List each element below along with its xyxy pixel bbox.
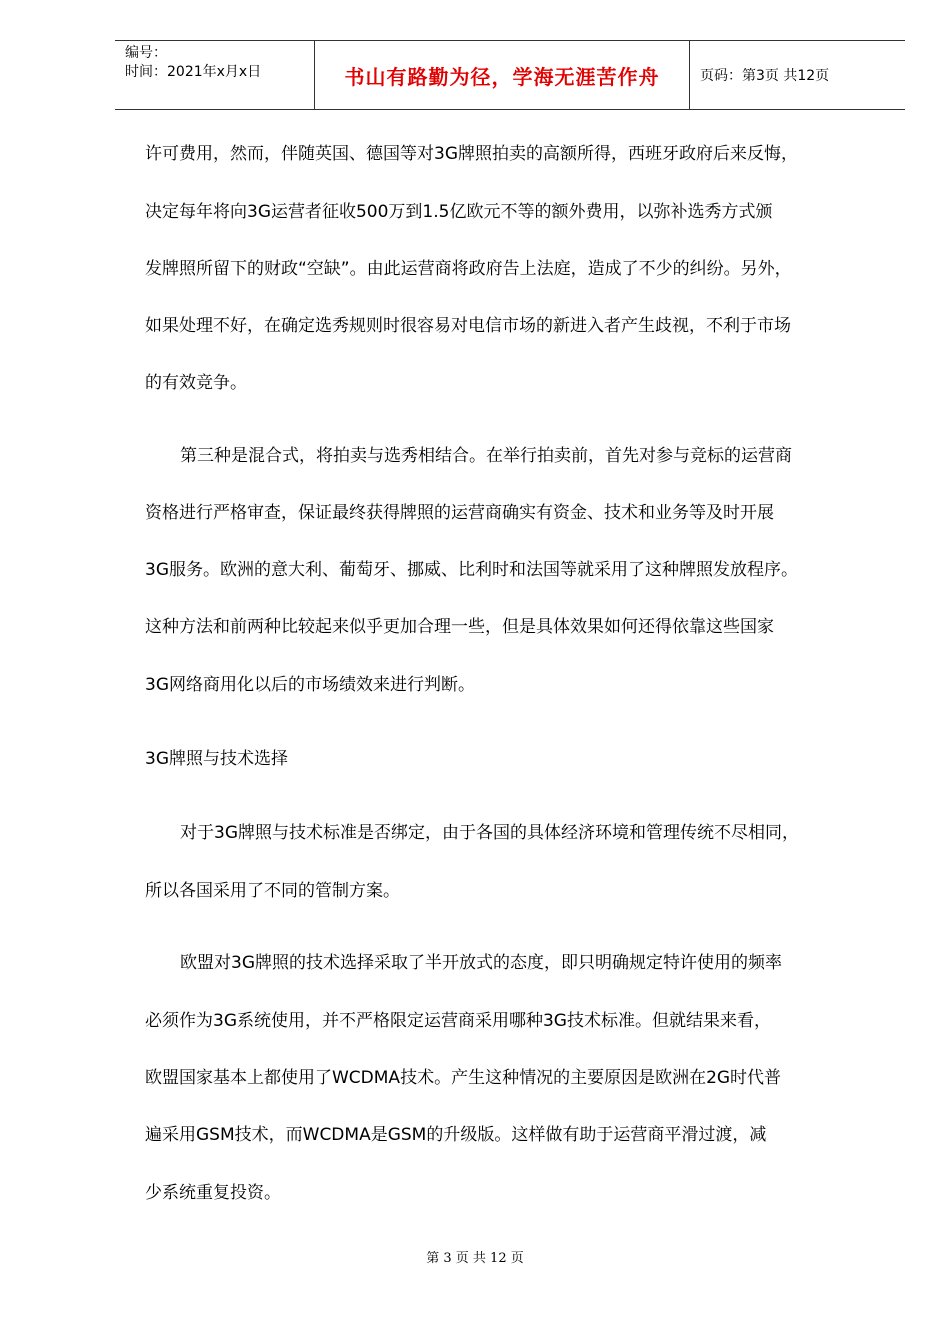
body-line: 决定每年将向3G运营者征收500万到1.5亿欧元不等的额外费用，以弥补选秀方式颁 <box>145 202 773 222</box>
header-left-cell <box>115 41 315 109</box>
body-line: 欧盟国家基本上都使用了WCDMA技术。产生这种情况的主要原因是欧洲在2G时代普 <box>145 1068 782 1088</box>
body-line: 遍采用GSM技术，而WCDMA是GSM的升级版。这样做有助于运营商平滑过渡，减 <box>145 1125 767 1145</box>
header-table <box>115 40 905 110</box>
body-line: 如果处理不好，在确定选秀规则时很容易对电信市场的新进入者产生歧视，不利于市场 <box>145 316 791 336</box>
page-info: 页码：第3页 共12页 <box>700 68 830 84</box>
body-line: 第三种是混合式，将拍卖与选秀相结合。在举行拍卖前，首先对参与竞标的运营商 <box>180 446 792 466</box>
motto: 书山有路勤为径，学海无涯苦作舟 <box>315 41 690 109</box>
body-line: 资格进行严格审查，保证最终获得牌照的运营商确实有资金、技术和业务等及时开展 <box>145 503 774 523</box>
body-line: 发牌照所留下的财政“空缺”。由此运营商将政府告上法庭，造成了不少的纠纷。另外， <box>145 259 792 279</box>
body-line: 必须作为3G系统使用，并不严格限定运营商采用哪种3G技术标准。但就结果来看， <box>145 1011 771 1031</box>
body-line: 少系统重复投资。 <box>145 1183 281 1203</box>
body-line: 对于3G牌照与技术标准是否绑定，由于各国的具体经济环境和管理传统不尽相同， <box>180 823 799 843</box>
body-line: 3G服务。欧洲的意大利、葡萄牙、挪威、比利时和法国等就采用了这种牌照发放程序。 <box>145 560 798 580</box>
time-label: 时间：2021年x月x日 <box>125 64 262 80</box>
body-line: 欧盟对3G牌照的技术选择采取了半开放式的态度，即只明确规定特许使用的频率 <box>180 953 782 973</box>
body-line: 3G网络商用化以后的市场绩效来进行判断。 <box>145 675 475 695</box>
body-line: 这种方法和前两种比较起来似乎更加合理一些，但是具体效果如何还得依靠这些国家 <box>145 617 774 637</box>
body-line: 的有效竞争。 <box>145 373 247 393</box>
page-footer: 第 3 页 共 12 页 <box>426 1251 524 1266</box>
section-heading: 3G牌照与技术选择 <box>145 749 288 769</box>
body-line: 许可费用，然而，伴随英国、德国等对3G牌照拍卖的高额所得，西班牙政府后来反悔， <box>145 144 798 164</box>
body-line: 所以各国采用了不同的管制方案。 <box>145 881 400 901</box>
number-label: 编号： <box>125 45 167 61</box>
